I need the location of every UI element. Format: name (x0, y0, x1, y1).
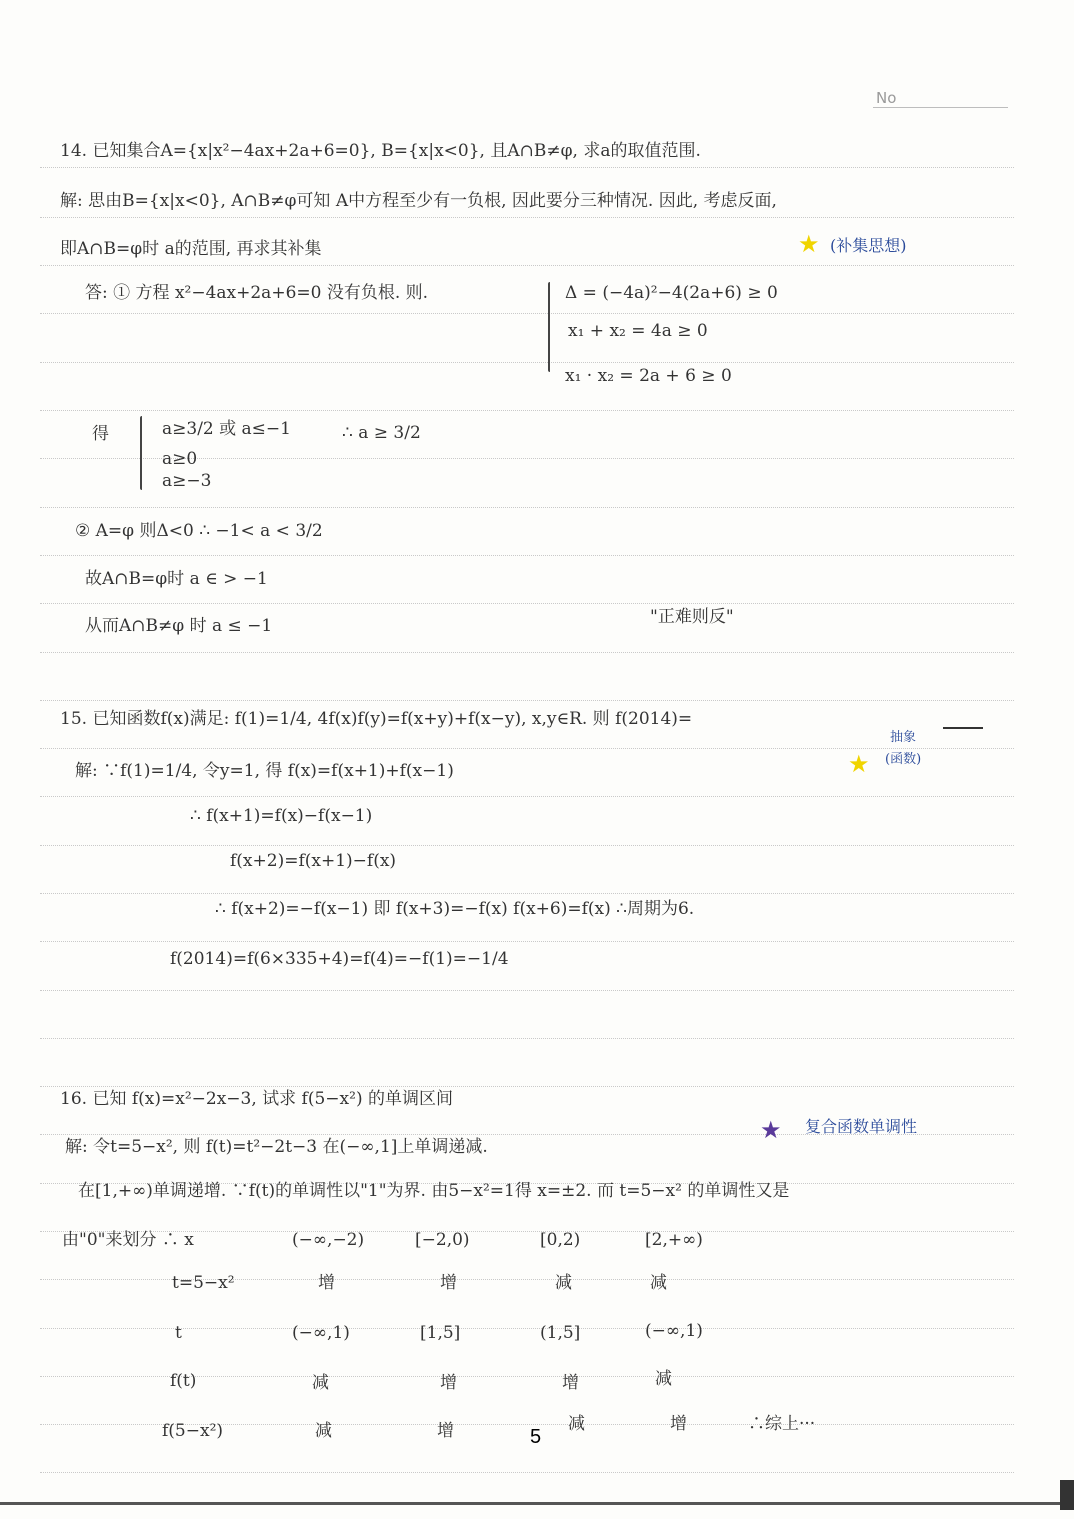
table-header-cell: [0,2) (540, 1230, 581, 1250)
table-cell: 减 (312, 1373, 329, 1393)
table-cell: 增 (440, 1373, 457, 1393)
q14-solution-line-2: 即A∩B=φ时 a的范围, 再求其补集 (60, 239, 322, 259)
table-cell: 减 (555, 1273, 572, 1293)
q14-system1-line1: Δ = (−4a)²−4(2a+6) ≥ 0 (565, 283, 778, 303)
q14-problem: 14. 已知集合A={x|x²−4ax+2a+6=0}, B={x|x<0}, 且A∩B≠φ, 求a的取值范围. (60, 141, 701, 161)
table-row-label: t=5−x² (172, 1273, 235, 1293)
q15-solution-5: f(2014)=f(6×335+4)=f(4)=−f(1)=−1/4 (170, 949, 509, 969)
q14-system1-line2: x₁ + x₂ = 4a ≥ 0 (568, 321, 708, 341)
page-no-label: No (876, 89, 897, 107)
q14-tip: "正难则反" (650, 607, 734, 627)
q16-solution-2: 在[1,+∞)单调递增. ∵f(t)的单调性以"1"为界. 由5−x²=1得 x=±2. 而 t=5−x² 的单调性又是 (78, 1181, 790, 1201)
table-cell: 增 (440, 1273, 457, 1293)
q16-problem: 16. 已知 f(x)=x²−2x−3, 试求 f(5−x²) 的单调区间 (60, 1089, 453, 1109)
table-cell: 增 (562, 1373, 579, 1393)
q16-solution-3: 由"0"来划分 ∴ x (62, 1230, 194, 1250)
table-row-label: t (175, 1323, 182, 1343)
binding-corner (1060, 1480, 1074, 1510)
q14-method-note: (补集思想) (830, 236, 907, 255)
q14-case-2: ② A=φ 则Δ<0 ∴ −1< a < 3/2 (75, 521, 323, 541)
star-icon: ★ (798, 230, 820, 258)
system-brace (140, 416, 142, 490)
q16-solution-1: 解: 令t=5−x², 则 f(t)=t²−2t−3 在(−∞,1]上单调递减. (65, 1137, 488, 1157)
table-header-cell: [2,+∞) (645, 1230, 703, 1250)
q15-solution-3: f(x+2)=f(x+1)−f(x) (230, 851, 397, 871)
star-icon: ★ (760, 1116, 782, 1144)
table-row-label: f(5−x²) (162, 1421, 224, 1441)
table-cell: (−∞,1) (645, 1321, 703, 1341)
q14-system2-line2: a≥0 (162, 449, 198, 469)
table-cell: 减 (315, 1421, 332, 1441)
q14-get-label: 得 (92, 424, 109, 444)
q14-system1-line3: x₁ · x₂ = 2a + 6 ≥ 0 (565, 366, 732, 386)
table-cell: 减 (568, 1414, 585, 1434)
table-row-label: f(t) (170, 1371, 197, 1391)
table-cell: 增 (318, 1273, 335, 1293)
table-cell: 减 (650, 1273, 667, 1293)
table-cell: 减 (655, 1369, 672, 1389)
table-header-cell: [−2,0) (415, 1230, 470, 1250)
q15-solution-4: ∴ f(x+2)=−f(x−1) 即 f(x+3)=−f(x) f(x+6)=f(x) ∴周期为6. (215, 899, 695, 919)
q15-solution-2: ∴ f(x+1)=f(x)−f(x−1) (190, 806, 373, 826)
table-cell: 增 (437, 1421, 454, 1441)
page-bottom-edge (0, 1502, 1074, 1505)
answer-blank (943, 727, 983, 729)
table-cell: (1,5] (540, 1323, 581, 1343)
q14-system2-line3: a≥−3 (162, 471, 212, 491)
q14-system2-result: ∴ a ≥ 3/2 (342, 423, 421, 443)
table-summary: ∴综上··· (748, 1414, 816, 1434)
q15-problem: 15. 已知函数f(x)满足: f(1)=1/4, 4f(x)f(y)=f(x+y)+f(x−y), x,y∈R. 则 f(2014)= (60, 709, 693, 729)
q15-note-line1: 抽象 (890, 730, 917, 745)
star-icon: ★ (848, 750, 870, 778)
q14-answer-intro: 答: ① 方程 x²−4ax+2a+6=0 没有负根. 则. (85, 283, 429, 303)
q14-system2-line1: a≥3/2 或 a≤−1 (162, 419, 291, 439)
q14-solution-line-1: 解: 思由B={x|x<0}, A∩B≠φ可知 A中方程至少有一负根, 因此要分三种情况. 因此, 考虑反面, (60, 191, 777, 211)
q14-conclusion-2: 从而A∩B≠φ 时 a ≤ −1 (85, 616, 273, 636)
table-cell: [1,5] (420, 1323, 461, 1343)
q14-conclusion-1: 故A∩B=φ时 a ∈ > −1 (85, 569, 268, 589)
table-header-cell: (−∞,−2) (292, 1230, 365, 1250)
system-brace (548, 282, 550, 372)
q16-method-note: 复合函数单调性 (805, 1117, 918, 1136)
page-no-line (873, 107, 1008, 108)
q15-note-line2: (函数) (885, 752, 922, 767)
q15-solution-1: 解: ∵f(1)=1/4, 令y=1, 得 f(x)=f(x+1)+f(x−1) (75, 761, 454, 781)
table-cell: (−∞,1) (292, 1323, 350, 1343)
table-cell: 增 (670, 1414, 687, 1434)
page-number: 5 (530, 1426, 542, 1448)
